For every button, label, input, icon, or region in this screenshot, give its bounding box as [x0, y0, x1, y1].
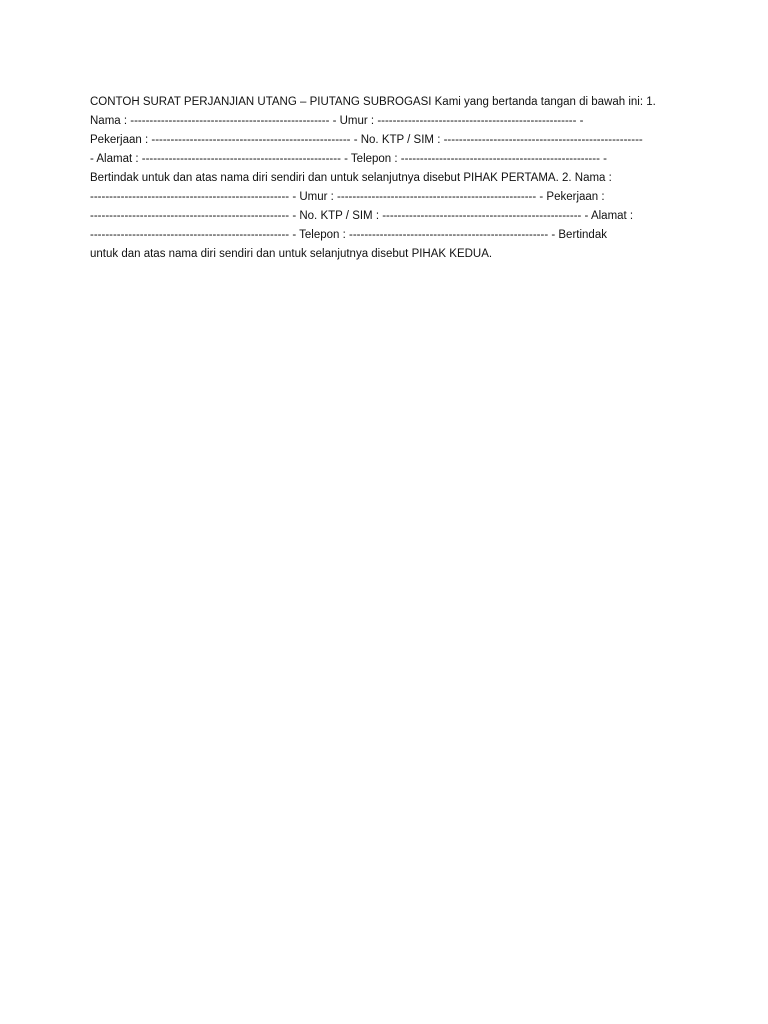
document-line: ---------------------------------------------------- - Telepon : ---------------------------------------------------- - Bertindak	[90, 229, 607, 241]
document-line: - Alamat : ---------------------------------------------------- - Telepon : ---------------------------------------------------- -	[90, 153, 607, 165]
document-line: untuk dan atas nama diri sendiri dan untuk selanjutnya disebut PIHAK KEDUA.	[90, 248, 493, 260]
document-line: Nama : ---------------------------------------------------- - Umur : ---------------------------------------------------- -	[90, 115, 584, 127]
document-line: ---------------------------------------------------- - No. KTP / SIM : ---------------------------------------------------- - Alamat :	[90, 210, 634, 222]
document-line: CONTOH SURAT PERJANJIAN UTANG – PIUTANG SUBROGASI Kami yang bertanda tangan di bawah ini: 1.	[90, 96, 656, 108]
document-line: Pekerjaan : ---------------------------------------------------- - No. KTP / SIM : ----------------------------------------------------	[90, 134, 643, 146]
document-body	[90, 93, 690, 264]
document-line: ---------------------------------------------------- - Umur : ---------------------------------------------------- - Pekerjaan :	[90, 191, 605, 203]
document-line: Bertindak untuk dan atas nama diri sendiri dan untuk selanjutnya disebut PIHAK PERTAMA. 2. Nama :	[90, 172, 612, 184]
